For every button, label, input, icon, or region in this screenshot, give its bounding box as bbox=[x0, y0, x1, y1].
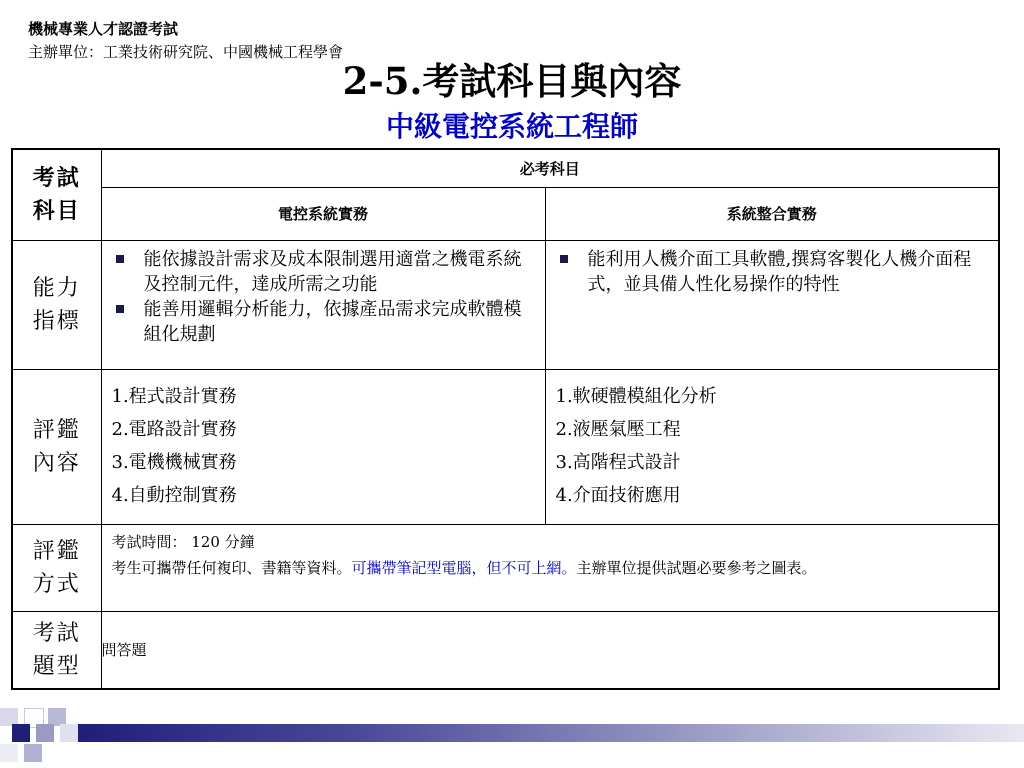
list-item: 3.電機機械實務 bbox=[111, 451, 237, 473]
ability-col2-list bbox=[546, 241, 999, 305]
exam-rules-text-end: 主辦單位提供試題必要參考之圖表。 bbox=[576, 558, 817, 577]
question-type-value: 問答題 bbox=[101, 611, 999, 689]
slide-title: 2-5.考試科目與內容 bbox=[342, 59, 682, 103]
subject-header-cell: 考試 科目 bbox=[12, 149, 101, 240]
content-col2-list bbox=[546, 370, 999, 522]
content-col2-cell bbox=[545, 369, 999, 524]
exam-rules-text: 考生可攜帶任何複印、書籍等資料。 bbox=[111, 558, 352, 577]
footer-square-decoration bbox=[24, 744, 42, 762]
list-item: 2.電路設計實務 bbox=[111, 418, 237, 440]
row-label-method: 評鑑 方式 bbox=[12, 524, 101, 611]
ability-col1-list bbox=[102, 241, 545, 355]
column-header-system-integration: 系統整合實務 bbox=[545, 187, 999, 240]
list-item: 能依據設計需求及成本限制選用適當之機電系統及控制元件，達成所需之功能 bbox=[112, 247, 535, 297]
footer-square-decoration bbox=[0, 744, 18, 762]
footer-square-decoration bbox=[60, 724, 78, 742]
row-label-ability: 能力 指標 bbox=[12, 240, 101, 369]
list-item: 能善用邏輯分析能力，依據產品需求完成軟體模組化規劃 bbox=[112, 297, 535, 347]
list-item: 能利用人機介面工具軟體,撰寫客製化人機介面程式，並具備人性化易操作的特性 bbox=[556, 247, 989, 297]
row-label-type: 考試 題型 bbox=[12, 611, 101, 689]
content-col1-list bbox=[102, 370, 545, 522]
column-header-electrical-control: 電控系統實務 bbox=[101, 187, 545, 240]
content-col1-cell bbox=[101, 369, 545, 524]
ability-col1-cell bbox=[101, 240, 545, 369]
exam-time: 考試時間： 120 分鐘 bbox=[111, 532, 255, 551]
list-item: 2.液壓氣壓工程 bbox=[555, 418, 681, 440]
organization-title: 機械專業人才認證考試 bbox=[28, 20, 179, 38]
row-label-content: 評鑑 內容 bbox=[12, 369, 101, 524]
exam-rules bbox=[112, 557, 989, 579]
list-item: 4.介面技術應用 bbox=[555, 484, 681, 506]
list-item: 3.高階程式設計 bbox=[555, 451, 681, 473]
laptop-rule: 可攜帶筆記型電腦，但不可上網。 bbox=[351, 558, 577, 577]
footer-square-decoration bbox=[36, 724, 54, 742]
required-subjects-header: 必考科目 bbox=[101, 149, 999, 187]
exam-subject-table bbox=[11, 148, 1000, 690]
footer-square-decoration bbox=[12, 724, 30, 742]
method-cell bbox=[101, 524, 999, 611]
slide-subtitle: 中級電控系統工程師 bbox=[385, 110, 638, 143]
list-item: 1.程式設計實務 bbox=[111, 385, 237, 407]
ability-col2-cell bbox=[545, 240, 999, 369]
method-text bbox=[102, 525, 999, 585]
list-item: 4.自動控制實務 bbox=[111, 484, 237, 506]
list-item: 1.軟硬體模組化分析 bbox=[555, 385, 717, 407]
footer-gradient-bar bbox=[78, 724, 1024, 742]
host-organizations: 主辦單位：工業技術研究院、中國機械工程學會 bbox=[28, 43, 344, 61]
